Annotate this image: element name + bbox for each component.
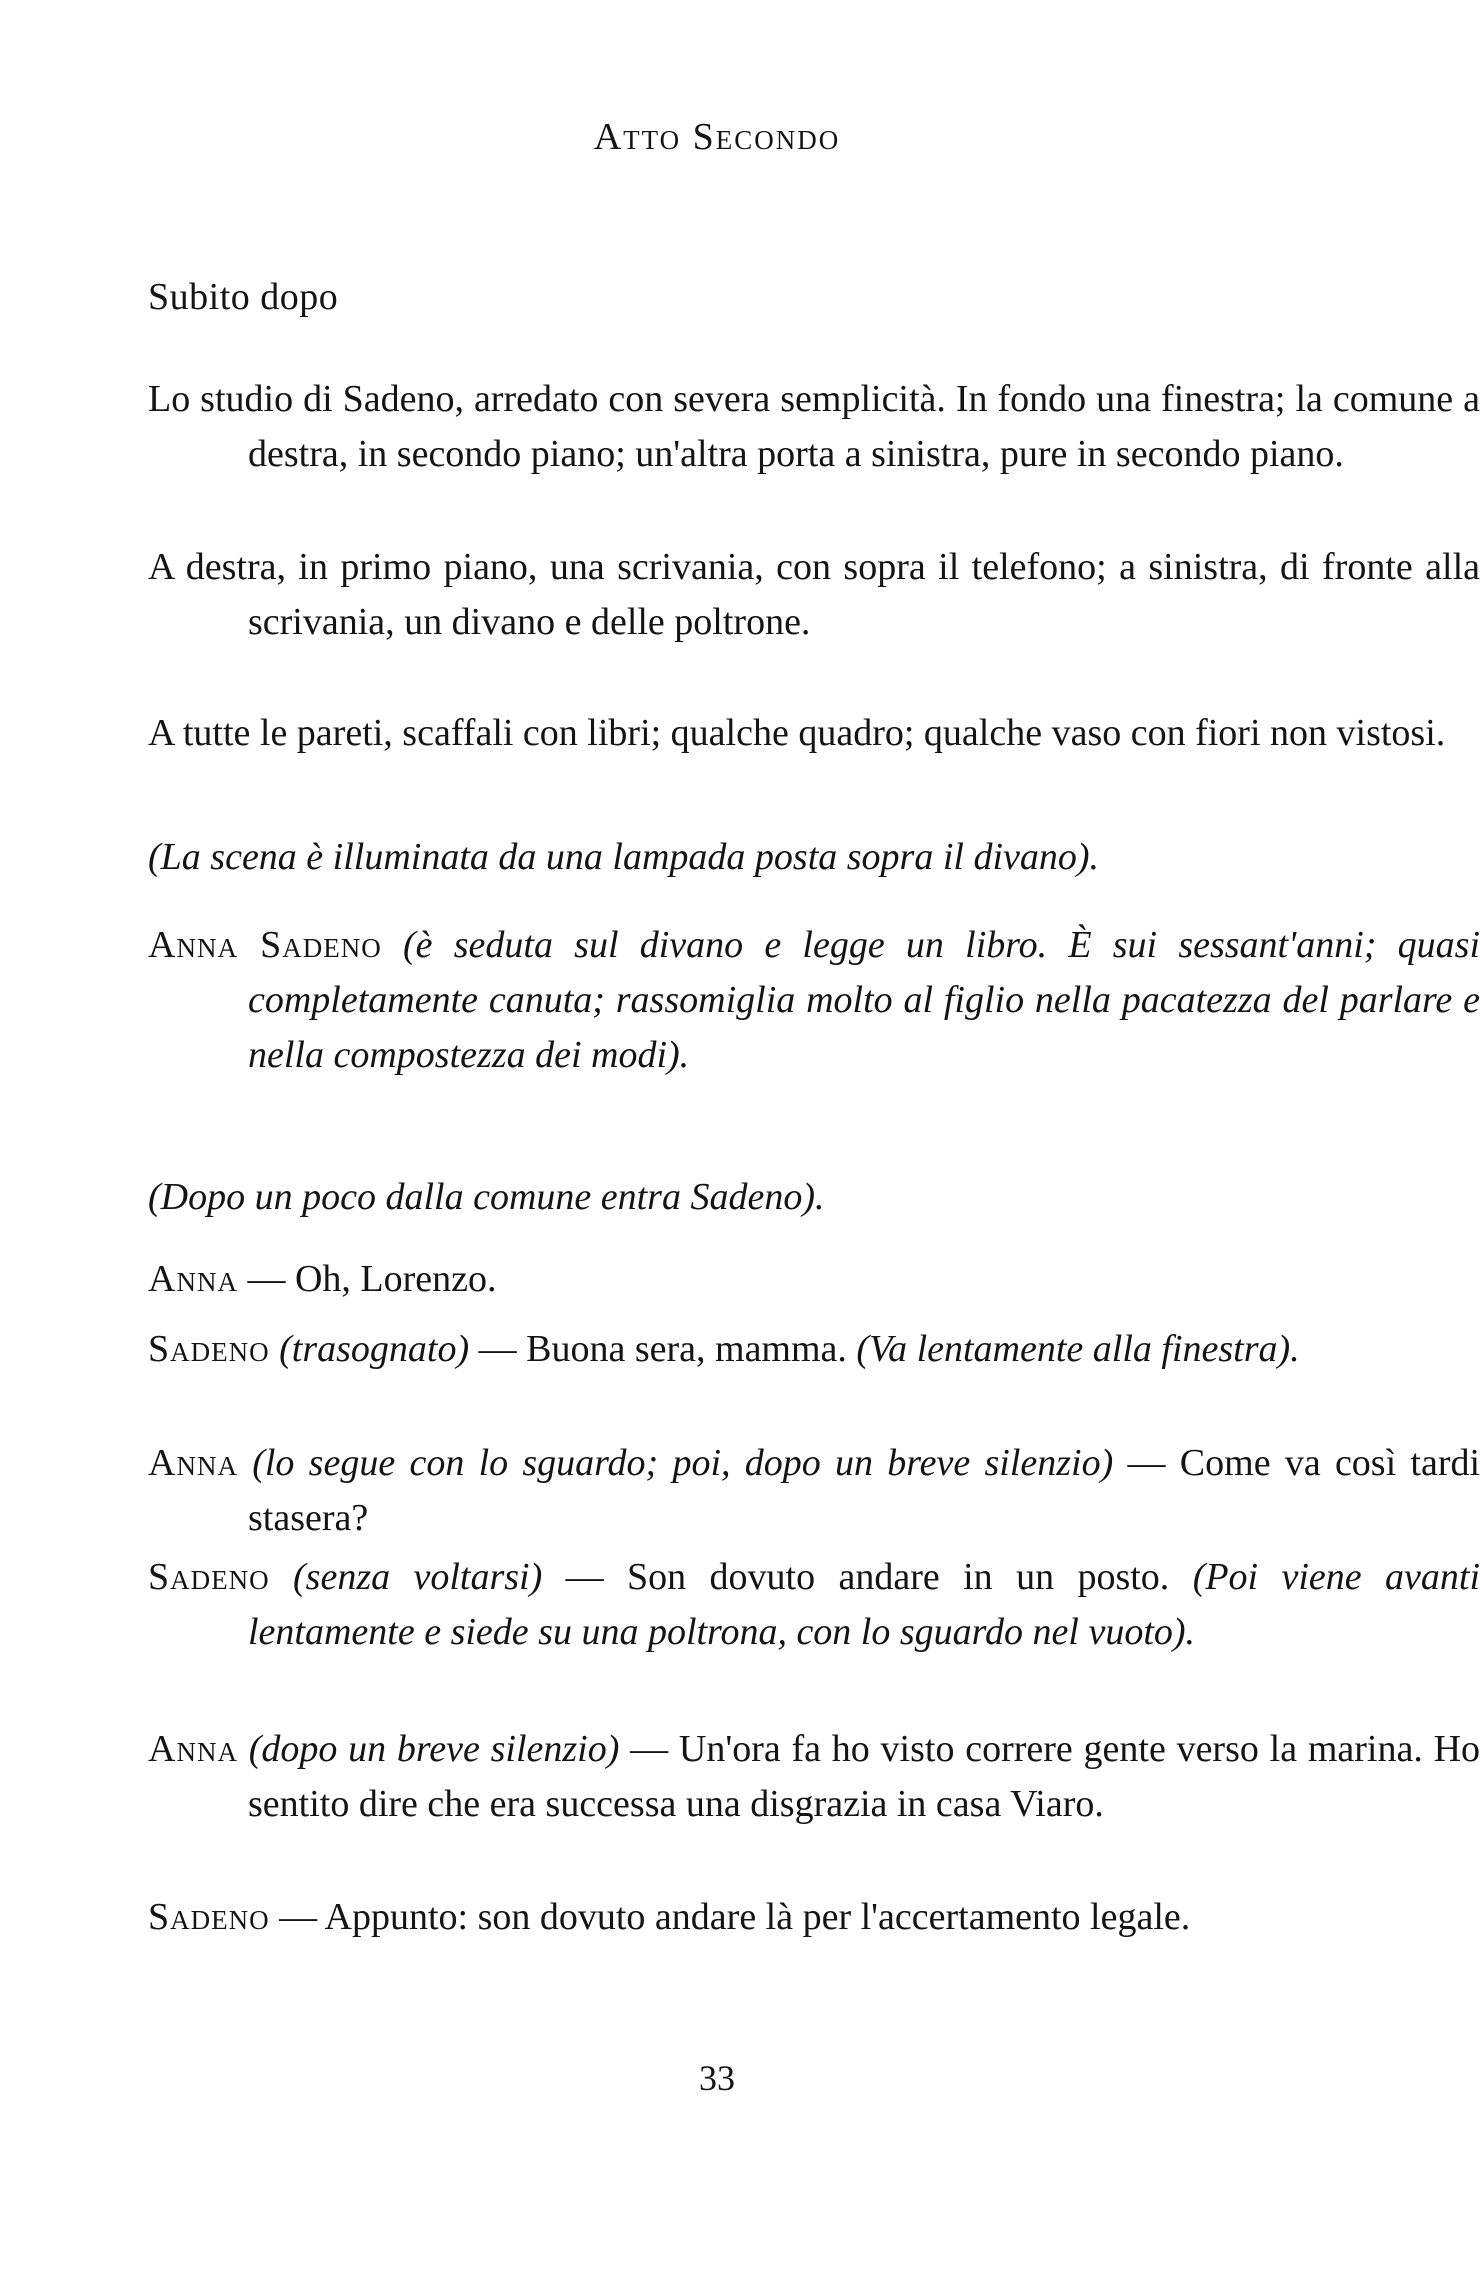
page-number: 33	[699, 2058, 735, 2098]
speaker-name: Sadeno	[148, 1328, 270, 1370]
speaker-name: Anna Sadeno	[148, 924, 382, 966]
spoken-text: — Buona sera, mamma.	[478, 1328, 847, 1370]
stage-direction: (è seduta sul divano e legge un libro. È sui sessant'anni; quasi completamente canuta; rassomiglia molto al figlio nella pacatezza del parlare e nella compostezza dei modi).	[248, 924, 1480, 1076]
spoken-text: — Come va così tardi stasera?	[248, 1442, 1480, 1539]
stage-direction: (trasognato)	[279, 1328, 470, 1370]
speaker-name: Anna	[148, 1442, 238, 1484]
stage-direction-setting: Lo studio di Sadeno, arredato con severa semplicità. In fondo una finestra; la comune a destra, in secondo piano; un'altra porta a sinistra, pure in secondo piano.	[148, 378, 1480, 475]
stage-direction-lighting: (La scena è illuminata da una lampada posta sopra il divano).	[148, 836, 1100, 878]
stage-direction: (dopo un breve silenzio)	[248, 1728, 620, 1770]
spoken-text: — Oh, Lorenzo.	[247, 1258, 497, 1300]
stage-direction: (Va lentamente alla finestra).	[856, 1328, 1300, 1370]
dialogue-line	[148, 1722, 1480, 1832]
running-title: Atto Secondo	[593, 116, 841, 158]
speaker-name: Anna	[148, 1258, 238, 1300]
stage-direction-furniture: A destra, in primo piano, una scrivania, con sopra il telefono; a sinistra, di fronte alla scrivania, un divano e delle poltrone.	[148, 546, 1480, 643]
stage-direction-entrance: (Dopo un poco dalla comune entra Sadeno).	[148, 1176, 825, 1218]
dialogue-line	[148, 1550, 1480, 1660]
dialogue-line	[148, 1436, 1480, 1546]
dialogue-line	[148, 1322, 1480, 1377]
spoken-text: — Un'ora fa ho visto correre gente verso la marina. Ho sentito dire che era successa una disgrazia in casa Viaro.	[248, 1728, 1480, 1825]
stage-direction: (lo segue con lo sguardo; poi, dopo un breve silenzio)	[252, 1442, 1114, 1484]
dialogue-line	[148, 1890, 1480, 1945]
scene-time: Subito dopo	[148, 276, 339, 318]
spoken-text: — Appunto: son dovuto andare là per l'accertamento legale.	[279, 1896, 1191, 1938]
speaker-name: Sadeno	[148, 1896, 270, 1938]
dialogue-line	[148, 1252, 1480, 1307]
character-entry-anna	[148, 918, 1480, 1083]
speaker-name: Anna	[148, 1728, 238, 1770]
stage-direction: (Poi viene avanti lentamente e siede su una poltrona, con lo sguardo nel vuoto).	[248, 1556, 1480, 1653]
stage-direction: (senza voltarsi)	[293, 1556, 543, 1598]
speaker-name: Sadeno	[148, 1556, 270, 1598]
stage-direction-walls: A tutte le pareti, scaffali con libri; qualche quadro; qualche vaso con fiori non vistosi.	[148, 712, 1446, 754]
spoken-text: — Son dovuto andare in un posto.	[565, 1556, 1170, 1598]
